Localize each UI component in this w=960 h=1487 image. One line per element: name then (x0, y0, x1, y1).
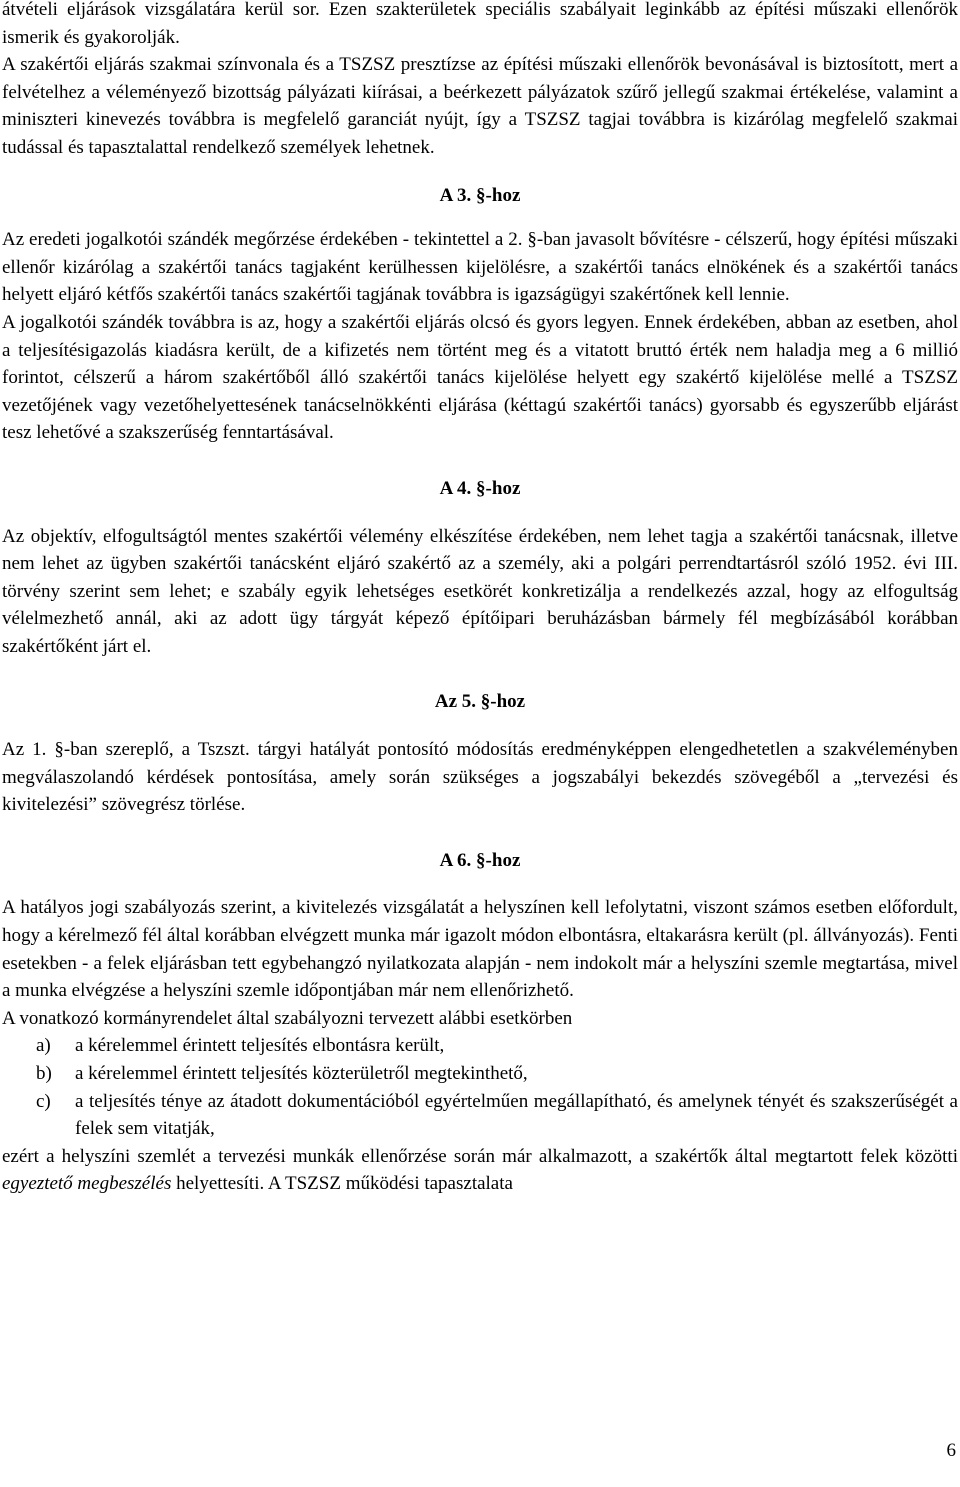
emphasized-text: egyeztető megbeszélés (2, 1173, 172, 1195)
document-page (2, 0, 958, 1198)
list-item (2, 1060, 958, 1088)
paragraph-section-6-a: A hatályos jogi szabályozás szerint, a kivitelezés vizsgálatát a helyszínen kell lefolytatni, viszont számos esetben előfordult, hogy a kérelmező fél által korábban elvégzett munka már igazolt módon elbontásra, eltakarásra került (pl. állványozás). Fenti esetekben - a felek eljárásban tett egybehangzó nyilatkozata alapján - nem indokolt már a helyszíni szemle megtartása, mivel a munka elvégzése a helyszíni szemle időpontjában már nem ellenőrizhető. (2, 897, 958, 1002)
paragraph-section-5: Az 1. §-ban szereplő, a Tszszt. tárgyi hatályát pontosító módosítás eredményképpen elengedhetetlen a szakvéleményben megválaszolandó kérdések pontosítása, amely során szükséges a jogszabályi bekezdés szövegéből a „tervezési és kivitelezési” szövegrész törlése. (2, 739, 958, 816)
list-item (2, 1088, 958, 1143)
section-heading-6: A 6. §-hoz (439, 849, 521, 871)
paragraph-text: helyettesíti. A TSZSZ működési tapasztalata (171, 1173, 513, 1195)
paragraph-section-3-b: A jogalkotói szándék továbbra is az, hogy a szakértői eljárás olcsó és gyors legyen. Ennek érdekében, abban az esetben, ahol a teljesítésigazolás kiadásra került, de a kifizetés nem történt meg és a vitatott bruttó érték nem haladja meg a 6 millió forintot, célszerű a három szakértőből álló szakértői tanács kijelölése helyett egy szakértő kijelölése mellé a TSZSZ vezetőjének vagy vezetőhelyettesének tanácselnökkénti eljárása (kéttagú szakértői tanács) gyorsabb és egyszerűbb eljárást tesz lehetővé a szakszerűség fenntartásával. (2, 311, 958, 444)
list-marker: a) (36, 1035, 51, 1057)
paragraph-text: ezért a helyszíni szemlét a tervezési munkák ellenőrzése során már alkalmazott, a szakértők által megtartott felek közötti (2, 1145, 958, 1167)
case-list (2, 1032, 958, 1142)
section-heading-5: Az 5. §-hoz (434, 691, 526, 713)
paragraph-section-6-c (2, 1143, 958, 1198)
list-marker: b) (36, 1063, 52, 1084)
paragraph-section-4: Az objektív, elfogultságtól mentes szakértői vélemény elkészítése érdekében, nem lehet tagja a szakértői tanácsnak, illetve nem lehet az ügyben szakértői tanácsként eljáró szakértő az a személy, aki a polgári perrendtartásról szóló 1952. évi III. törvény szerint sem lehet; e szabály egyik lehetséges esetkörét konkretizálja a rendelkezés azzal, hogy az elfogultság vélelmezhető annál, aki az adott ügy tárgyát képező építőipari beruházásban bármely fél megbízásából korábban szakértőként járt el. (2, 525, 958, 657)
list-item-text: a kérelemmel érintett teljesítés közterületről megtekinthető, (75, 1063, 528, 1084)
list-item-text: a teljesítés ténye az átadott dokumentációból egyértelműen megállapítható, és amelynek tényét és szakszerűségét a felek sem vitatják, (75, 1090, 958, 1140)
section-heading-3: A 3. §-hoz (439, 184, 521, 206)
paragraph-tszsz-quality: A szakértői eljárás szakmai színvonala és a TSZSZ presztízse az építési műszaki ellenőrök bevonásával is biztosított, mert a felvételhez a véleményező bizottság pályázati kiírásai, a beérkezett pályázatok szűrő jellegű szakmai értékelése, valamint a miniszteri kinevezés továbbra is megfelelő garanciát nyújt, így a TSZSZ tagjai továbbra is kizárólag megfelelő szakmai tudással és tapasztalattal rendelkező személyek lehetnek. (2, 54, 958, 158)
paragraph-continuation: átvételi eljárások vizsgálatára kerül sor. Ezen szakterületek speciális szabályait leginkább az építési műszaki ellenőrök ismerik és gyakorolják. (2, 0, 958, 48)
section-heading-4: A 4. §-hoz (439, 477, 521, 499)
list-marker: c) (36, 1090, 51, 1112)
paragraph-section-6-b: A vonatkozó kormányrendelet által szabályozni tervezett alábbi esetkörben (2, 1007, 573, 1029)
list-item (2, 1032, 958, 1060)
list-item-text: a kérelemmel érintett teljesítés elbontásra került, (75, 1035, 445, 1057)
paragraph-section-3-a: Az eredeti jogalkotói szándék megőrzése érdekében - tekintettel a 2. §-ban javasolt bővítésre - célszerű, hogy építési műszaki ellenőr kizárólag a szakértői tanács tagjaként kerülhessen kijelölésre, a szakértői tanács elnökének és a szakértői tanács helyett eljáró kétfős szakértői tanács szakértői tagjának továbbra is igazságügyi szakértőnek kell lennie. (2, 229, 958, 306)
page-number: 6 (946, 1440, 956, 1461)
